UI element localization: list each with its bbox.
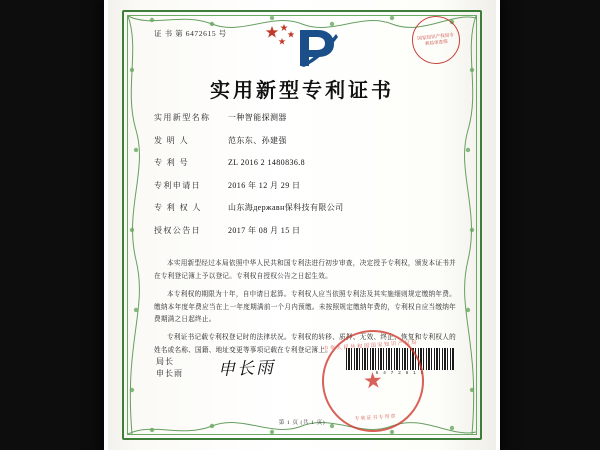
field-row bbox=[154, 225, 456, 236]
barcode-number: 6 4 7 2 6 1 5 bbox=[375, 371, 425, 376]
field-label: 专 利 号 bbox=[154, 158, 189, 167]
signature-label-line1: 局长 bbox=[156, 357, 174, 366]
body-paragraph: 本专利权的期限为十年，自申请日起算。专利权人应当依照专利法及其实施细则规定缴纳年费。缴纳本年度年费应当在上一年度期满前一个月内预缴。未按照规定缴纳年费的，专利权自应当缴纳年费期满之日起终止。 bbox=[154, 290, 456, 324]
seal-star-icon: ★ bbox=[362, 367, 384, 394]
handwritten-signature: 申长雨 bbox=[217, 358, 276, 379]
field-value: 2017 年 08 月 15 日 bbox=[228, 225, 301, 235]
field-row bbox=[154, 157, 456, 168]
page-title: 实用新型专利证书 bbox=[210, 80, 394, 102]
signature-label bbox=[156, 356, 183, 381]
field-value: 山东海державн保科技有限公司 bbox=[228, 203, 344, 212]
field-row bbox=[154, 112, 456, 123]
field-value: ZL 2016 2 1480836.8 bbox=[228, 158, 306, 167]
official-seal-top-text: 中华人民共和国国家知识产权局 bbox=[322, 339, 419, 353]
field-value: 2016 年 12 月 29 日 bbox=[228, 180, 301, 190]
field-row bbox=[154, 180, 456, 191]
field-label: 实用新型名称 bbox=[154, 113, 211, 122]
patent-office-emblem-icon bbox=[260, 22, 344, 70]
body-paragraph: 专利证书记载专利权登记时的法律状况。专利权的转移、质押、无效、终止、恢复和专利权人的姓名或名称、国籍、地址变更等事项记载在专利登记簿上。 bbox=[154, 334, 456, 355]
certificate-number: 证 书 第 6472615 号 bbox=[154, 29, 227, 38]
field-label: 专利申请日 bbox=[154, 180, 201, 190]
field-value: 一种智能探测器 bbox=[228, 113, 287, 122]
field-label: 专 利 权 人 bbox=[154, 203, 202, 212]
field-value: 范东东、孙建强 bbox=[228, 135, 287, 145]
field-list bbox=[154, 112, 456, 247]
page-footer: 第 1 页 (共 1 页) bbox=[278, 420, 326, 426]
body-paragraph: 本实用新型经过本局依照中华人民共和国专利法进行初步审查，决定授予专利权，颁发本证书并在专利登记簿上予以登记。专利权自授权公告之日起生效。 bbox=[154, 260, 456, 280]
field-label: 授权公告日 bbox=[154, 225, 201, 235]
certificate-page bbox=[108, 0, 496, 450]
field-row bbox=[154, 135, 456, 146]
field-label: 发 明 人 bbox=[154, 135, 189, 145]
official-seal-bottom-text: 专利证书专用章 bbox=[354, 414, 397, 423]
examination-department-seal-text: 国家知识产权局专利局审查部 bbox=[417, 31, 455, 47]
signature-label-line2: 申长雨 bbox=[156, 369, 183, 379]
field-row bbox=[154, 202, 456, 213]
